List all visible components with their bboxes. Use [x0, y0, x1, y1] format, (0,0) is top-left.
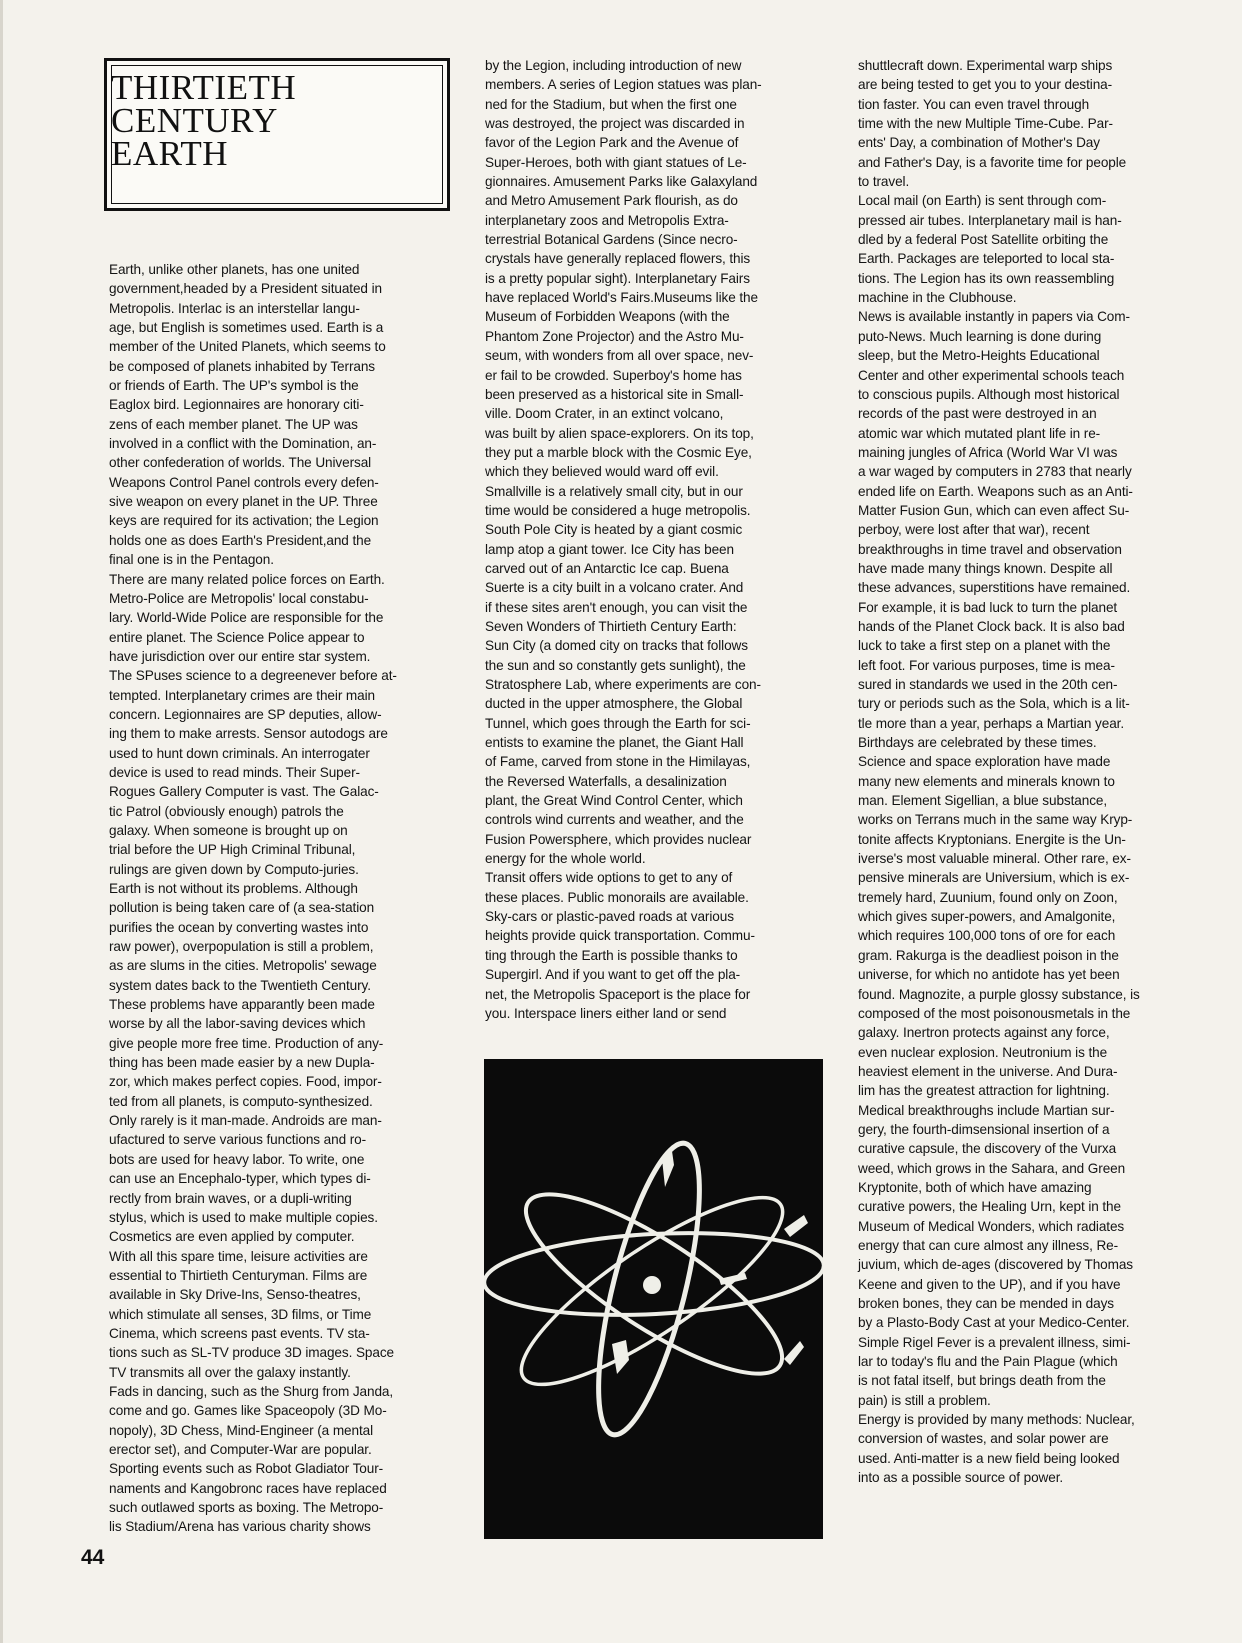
text-line: essential to Thirtieth Centuryman. Films are [109, 1267, 368, 1283]
text-line: energy for the whole world. [485, 851, 646, 867]
text-line: South Pole City is heated by a giant cosmic [485, 522, 743, 538]
text-line: ing them to make arrests. Sensor autodogs are [109, 726, 388, 742]
text-line: to conscious pupils. Although most historical [858, 386, 1120, 402]
text-line: thing has been made easier by a new Dupla- [109, 1055, 375, 1071]
text-line: Super-Heroes, both with giant statues of Le- [485, 154, 747, 170]
title-box [104, 58, 450, 211]
text-line: Metropolis. Interlac is an interstellar langu- [109, 300, 360, 316]
text-line: terrestrial Botanical Gardens (Since necro- [485, 232, 738, 248]
text-line: ducted in the upper atmosphere, the Global [485, 696, 743, 712]
text-line: composed of the most poisonousmetals in the [858, 1005, 1131, 1021]
text-line: heights provide quick transportation. Commu- [485, 928, 755, 944]
text-line: you. Interspace liners either land or send [485, 1005, 727, 1021]
text-line: concern. Legionnaires are SP deputies, allow- [109, 706, 382, 722]
text-line: Kryptonite, both of which have amazing [858, 1179, 1092, 1195]
text-line: used to hunt down criminals. An interrogater [109, 745, 370, 761]
text-line: stylus, which is used to make multiple copies. [109, 1209, 378, 1225]
text-line: trial before the UP High Criminal Tribunal, [109, 842, 356, 858]
text-line: Simple Rigel Fever is a prevalent illness, simi- [858, 1334, 1131, 1350]
text-line: galaxy. Inertron protects against any force, [858, 1025, 1110, 1041]
text-line: For example, it is bad luck to turn the planet [858, 599, 1118, 615]
text-line: gionnaires. Amusement Parks like Galaxyland [485, 174, 758, 190]
text-line: which stimulate all senses, 3D films, or Time [109, 1306, 372, 1322]
text-line: by a Plasto-Body Cast at your Medico-Center. [858, 1315, 1130, 1331]
text-line: With all this spare time, leisure activities are [109, 1248, 368, 1264]
text-line: The SPuses science to a degreenever before at- [109, 668, 397, 684]
text-line: Matter Fusion Gun, which can even affect Su- [858, 502, 1130, 518]
atom-illustration [484, 1059, 823, 1539]
text-line: controls wind currents and weather, and the [485, 812, 744, 828]
text-line: There are many related police forces on Earth. [109, 571, 385, 587]
text-line: Phantom Zone Projector) and the Astro Mu- [485, 328, 744, 344]
text-line: Suerte is a city built in a volcano crater. And [485, 580, 744, 596]
text-line: sive weapon on every planet in the UP. Three [109, 494, 378, 510]
title-line: EARTH [111, 134, 229, 173]
text-line: tempted. Interplanetary crimes are their main [109, 687, 375, 703]
text-line: naments and Kangobronc races have replaced [109, 1480, 387, 1496]
text-line: time would be considered a huge metropolis. [485, 502, 751, 518]
title-line: THIRTIETH [111, 68, 297, 107]
text-line: which they believed would ward off evil. [485, 464, 719, 480]
text-line: dled by a federal Post Satellite orbiting the [858, 232, 1109, 248]
text-line: even nuclear explosion. Neutronium is the [858, 1044, 1108, 1060]
text-line: energy that can cure almost any illness, Re- [858, 1237, 1119, 1253]
text-line: puto-News. Much learning is done during [858, 328, 1102, 344]
text-line: lim has the greatest attraction for lightning. [858, 1083, 1110, 1099]
text-line: heaviest element in the universe. And Dura- [858, 1063, 1118, 1079]
text-line: weed, which grows in the Sahara, and Green [858, 1160, 1126, 1176]
text-line: raw power), overpopulation is still a problem, [109, 939, 374, 955]
text-line: ufactured to serve various functions and ro- [109, 1132, 367, 1148]
text-line: bots are used for heavy labor. To write, one [109, 1151, 365, 1167]
text-line: ville. Doom Crater, in an extinct volcano, [485, 406, 724, 422]
text-line: by the Legion, including introduction of new [485, 58, 742, 73]
text-line: pressed air tubes. Interplanetary mail is han- [858, 212, 1122, 228]
text-line: Center and other experimental schools teach [858, 367, 1125, 383]
text-line: interplanetary zoos and Metropolis Extra- [485, 212, 729, 228]
text-line: tion faster. You can even travel through [858, 96, 1090, 112]
text-line: if these sites aren't enough, you can visit the [485, 599, 748, 615]
text-line: ted from all planets, is computo-synthesized. [109, 1093, 373, 1109]
text-line: tremely hard, Zuunium, found only on Zoon, [858, 889, 1118, 905]
text-line: gery, the fourth-dimsensional insertion of a [858, 1121, 1110, 1137]
text-line: Smallville is a relatively small city, but in our [485, 483, 743, 499]
text-line: Weapons Control Panel controls every defen- [109, 474, 379, 490]
text-line: works on Terrans much in the same way Kryp- [858, 812, 1133, 828]
text-line: zens of each member planet. The UP was [109, 416, 358, 432]
text-line: luck to take a first step on a planet with the [858, 638, 1111, 654]
text-line: seum, with wonders from all over space, nev- [485, 348, 754, 364]
text-line: curative capsule, the discovery of the Vurxa [858, 1141, 1117, 1157]
text-line: erector set), and Computer-War are popular. [109, 1441, 372, 1457]
text-line: pollution is being taken care of (a sea-station [109, 900, 375, 916]
text-line: zor, which makes perfect copies. Food, impor- [109, 1074, 382, 1090]
text-line: final one is in the Pentagon. [109, 552, 274, 568]
text-line: lamp atop a giant tower. Ice City has been [485, 541, 734, 557]
text-line: ents' Day, a combination of Mother's Day [858, 135, 1100, 151]
text-line: Birthdays are celebrated by these times. [858, 735, 1097, 751]
text-line: plant, the Great Wind Control Center, which [485, 793, 743, 809]
text-line: ting through the Earth is possible thanks to [485, 947, 738, 963]
text-line: left foot. For various purposes, time is mea- [858, 657, 1115, 673]
text-line: pain) is still a problem. [858, 1392, 991, 1408]
text-line: and Father's Day, is a favorite time for people [858, 154, 1127, 170]
text-line: is not fatal itself, but brings death from the [858, 1373, 1106, 1389]
text-line: was destroyed, the project was discarded in [485, 116, 745, 132]
text-line: tle more than a year, perhaps a Martian year. [858, 715, 1125, 731]
text-line: have replaced World's Fairs.Museums like the [485, 290, 758, 306]
text-line: tions. The Legion has its own reassembling [858, 270, 1115, 286]
text-line: Earth, unlike other planets, has one united [109, 262, 360, 277]
text-line: have made many things known. Despite all [858, 560, 1113, 576]
text-line: tonite affects Kryptonians. Energite is the Un- [858, 831, 1126, 847]
text-line: be composed of planets inhabited by Terrans [109, 358, 375, 374]
text-line: man. Element Sigellian, a blue substance, [858, 793, 1108, 809]
text-line: Local mail (on Earth) is sent through com- [858, 193, 1107, 209]
text-line: Sky-cars or plastic-paved roads at various [485, 909, 734, 925]
text-line: Museum of Medical Wonders, which radiates [858, 1218, 1125, 1234]
text-line: tury or periods such as the Sola, which is a lit- [858, 696, 1130, 712]
text-line: pensive minerals are Universium, which is ex- [858, 870, 1130, 886]
text-line: favor of the Legion Park and the Avenue of [485, 135, 739, 151]
text-line: such outlawed sports as boxing. The Metropo- [109, 1500, 384, 1515]
text-line: maining jungles of Africa (World War VI was [858, 444, 1118, 460]
text-line: rectly from brain waves, or a dupli-writing [109, 1190, 352, 1206]
text-line: lis Stadium/Arena has various charity shows [109, 1519, 371, 1535]
text-line: are being tested to get you to your destina- [858, 77, 1113, 93]
article-column-2 [485, 56, 815, 1023]
text-line: available in Sky Drive-Ins, Senso-theatres, [109, 1287, 361, 1303]
text-line: or friends of Earth. The UP's symbol is the [109, 378, 359, 394]
text-line: records of the past were destroyed in an [858, 406, 1097, 422]
text-line: Seven Wonders of Thirtieth Century Earth: [485, 618, 737, 634]
text-line: government,headed by a President situated in [109, 281, 382, 297]
text-line: Keene and given to the UP), and if you have [858, 1276, 1121, 1292]
electron-streak [784, 1215, 808, 1237]
text-line: many new elements and minerals known to [858, 773, 1115, 789]
text-line: to travel. [858, 174, 910, 190]
article-column-1 [109, 260, 439, 1537]
text-line: these places. Public monorails are available. [485, 889, 749, 905]
text-line: curative powers, the Healing Urn, kept in the [858, 1199, 1121, 1215]
text-line: Cinema, which screens past events. TV sta- [109, 1325, 370, 1341]
text-line: sleep, but the Metro-Heights Educational [858, 348, 1100, 364]
text-line: Eaglox bird. Legionnaires are honorary citi- [109, 397, 364, 413]
electron-streak [784, 1341, 804, 1365]
electron-streak [612, 1340, 629, 1374]
text-line: of Fame, carved from stone in the Himilayas, [485, 754, 751, 770]
text-line: Earth is not without its problems. Although [109, 881, 358, 896]
text-line: worse by all the labor-saving devices which [109, 1016, 366, 1032]
text-line: machine in the Clubhouse. [858, 290, 1017, 306]
text-line: members. A series of Legion statues was plan- [485, 77, 762, 93]
text-line: other confederation of worlds. The Universal [109, 455, 372, 471]
page-title [107, 68, 297, 173]
text-line: the Reversed Waterfalls, a desalinization [485, 773, 727, 789]
text-line: been preserved as a historical site in Small- [485, 386, 744, 402]
text-line: Transit offers wide options to get to any of [485, 870, 733, 886]
text-line: age, but English is sometimes used. Earth is a [109, 320, 384, 336]
text-line: Metro-Police are Metropolis' local constabu- [109, 590, 369, 606]
text-line: lar to today's flu and the Pain Plague (which [858, 1354, 1118, 1370]
text-line: holds one as does Earth's President,and the [109, 532, 372, 548]
text-line: they put a marble block with the Cosmic Eye, [485, 444, 752, 460]
text-line: juvium, which de-ages (discovered by Thomas [858, 1257, 1134, 1273]
text-line: as are slums in the cities. Metropolis' sewage [109, 958, 377, 974]
text-line: gram. Rakurga is the deadliest poison in the [858, 947, 1119, 963]
text-line: come and go. Games like Spaceopoly (3D Mo- [109, 1403, 387, 1419]
text-line: which gives super-powers, and Amalgonite, [858, 909, 1116, 925]
text-line: These problems have apparantly been made [109, 997, 375, 1013]
text-line: keys are required for its activation; the Legion [109, 513, 379, 529]
text-line: Science and space exploration have made [858, 754, 1111, 770]
text-line: Earth. Packages are teleported to local sta- [858, 251, 1115, 267]
text-line: galaxy. When someone is brought up on [109, 822, 348, 838]
text-line: time with the new Multiple Time-Cube. Par- [858, 116, 1113, 132]
text-line: was built by alien space-explorers. On its top, [485, 425, 754, 441]
text-line: ended life on Earth. Weapons such as an Anti- [858, 483, 1133, 499]
text-line: purifies the ocean by converting wastes into [109, 919, 369, 935]
text-line: lary. World-Wide Police are responsible for the [109, 610, 384, 626]
text-line: Tunnel, which goes through the Earth for sci- [485, 715, 751, 731]
text-line: can use an Encephalo-typer, which types di- [109, 1171, 371, 1187]
text-line: and Metro Amusement Park flourish, as do [485, 193, 738, 209]
text-line: ned for the Stadium, but when the first one [485, 96, 737, 112]
text-line: give people more free time. Production of any- [109, 1035, 384, 1051]
text-line: Only rarely is it man-made. Androids are man- [109, 1113, 382, 1129]
atom-orbits-graphic [484, 1059, 823, 1539]
text-line: found. Magnozite, a purple glossy substance, is [858, 986, 1140, 1002]
text-line: a war waged by computers in 2783 that nearly [858, 464, 1132, 480]
text-line: entire planet. The Science Police appear to [109, 629, 365, 645]
text-line: carved out of an Antarctic Ice cap. Buena [485, 560, 729, 576]
text-line: Sporting events such as Robot Gladiator Tour- [109, 1461, 384, 1477]
text-line: entists to examine the planet, the Giant Hall [485, 735, 744, 751]
text-line: net, the Metropolis Spaceport is the place for [485, 986, 751, 1002]
text-line: these advances, superstitions have remained. [858, 580, 1131, 596]
text-line: involved in a conflict with the Domination, an- [109, 436, 377, 452]
nucleus [643, 1276, 661, 1294]
title-line: CENTURY [111, 101, 278, 140]
text-line: broken bones, they can be mended in days [858, 1296, 1114, 1311]
text-line: crystals have generally replaced flowers, this [485, 251, 751, 267]
text-line: tic Patrol (obviously enough) patrols the [109, 803, 344, 819]
text-line: shuttlecraft down. Experimental warp ships [858, 58, 1113, 73]
text-line: atomic war which mutated plant life in re- [858, 425, 1101, 441]
text-line: Energy is provided by many methods: Nuclear, [858, 1412, 1135, 1428]
text-line: Sun City (a domed city on tracks that follows [485, 638, 748, 654]
text-line: Museum of Forbidden Weapons (with the [485, 309, 730, 325]
text-line: universe, for which no antidote has yet been [858, 967, 1120, 983]
text-line: er fail to be crowded. Superboy's home has [485, 367, 742, 383]
text-line: sured in standards we used in the 20th cen- [858, 677, 1118, 692]
text-line: tions such as SL-TV produce 3D images. Space [109, 1345, 394, 1361]
text-line: the sun and so constantly gets sunlight), the [485, 657, 746, 673]
text-line: iverse's most valuable mineral. Other rare, ex- [858, 851, 1131, 867]
text-line: News is available instantly in papers via Com- [858, 309, 1130, 325]
text-line: system dates back to the Twentieth Century. [109, 977, 371, 993]
text-line: which requires 100,000 tons of ore for each [858, 928, 1116, 944]
page-number: 44 [81, 1546, 105, 1569]
text-line: hands of the Planet Clock back. It is also bad [858, 618, 1125, 634]
text-line: Medical breakthroughs include Martian sur- [858, 1102, 1115, 1118]
text-line: breakthroughs in time travel and observation [858, 541, 1122, 557]
text-line: used. Anti-matter is a new field being looked [858, 1450, 1120, 1466]
text-line: Supergirl. And if you want to get off the pla- [485, 967, 741, 983]
text-line: nopoly), 3D Chess, Mind-Engineer (a mental [109, 1422, 374, 1438]
text-line: Fads in dancing, such as the Shurg from Janda, [109, 1383, 394, 1399]
text-line: rulings are given down by Computo-juries. [109, 861, 359, 877]
text-line: member of the United Planets, which seems to [109, 339, 386, 355]
text-line: Rogues Gallery Computer is vast. The Galac- [109, 784, 379, 800]
text-line: into as a possible source of power. [858, 1470, 1064, 1486]
text-line: device is used to read minds. Their Super- [109, 764, 360, 780]
text-line: Fusion Powersphere, which provides nuclear [485, 831, 752, 847]
article-column-3 [858, 56, 1198, 1487]
text-line: Stratosphere Lab, where experiments are con- [485, 677, 761, 692]
text-line: is a pretty popular sight). Interplanetary Fairs [485, 270, 750, 286]
text-line: Cosmetics are even applied by computer. [109, 1229, 355, 1245]
text-line: perboy, were lost after that war), recent [858, 522, 1090, 538]
text-line: have jurisdiction over our entire star system. [109, 648, 371, 664]
text-line: TV transmits all over the galaxy instantly. [109, 1364, 351, 1380]
text-line: conversion of wastes, and solar power are [858, 1431, 1109, 1447]
